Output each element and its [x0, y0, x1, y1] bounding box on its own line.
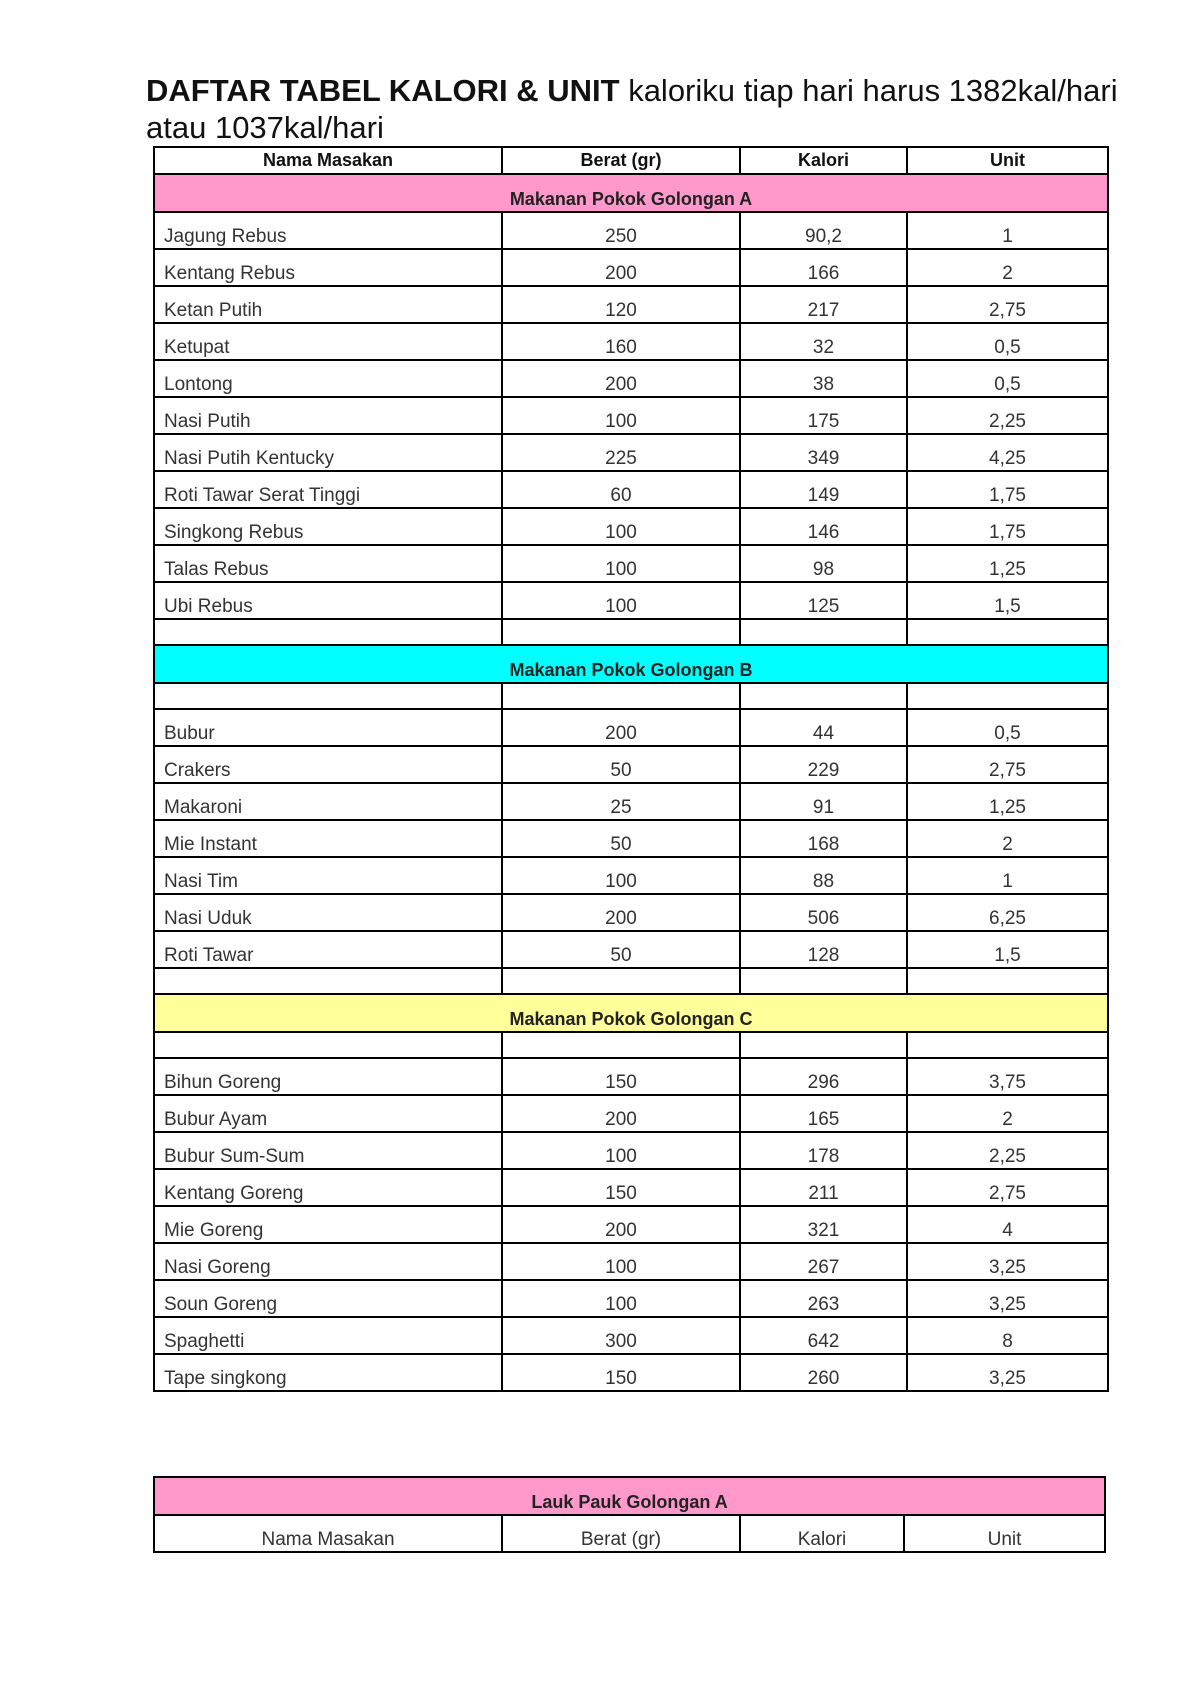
cell-calories: 166 — [740, 249, 907, 286]
cell-weight: 160 — [502, 323, 740, 360]
lauk-pauk-table-body — [154, 1477, 1105, 1552]
group-b-label: Makanan Pokok Golongan B — [154, 645, 1108, 683]
lauk-header-calories: Kalori — [740, 1515, 904, 1552]
table-row — [154, 286, 1108, 323]
cell-unit: 1 — [907, 857, 1108, 894]
cell-name: Crakers — [154, 746, 502, 783]
cell-calories: 175 — [740, 397, 907, 434]
cell-name: Mie Instant — [154, 820, 502, 857]
cell-unit: 2,75 — [907, 1169, 1108, 1206]
cell-unit: 0,5 — [907, 709, 1108, 746]
cell-calories: 168 — [740, 820, 907, 857]
cell-name: Mie Goreng — [154, 1206, 502, 1243]
table-row — [154, 1280, 1108, 1317]
table-row — [154, 360, 1108, 397]
cell-weight: 50 — [502, 931, 740, 968]
blank-row — [154, 683, 1108, 709]
table-row — [154, 582, 1108, 619]
cell-weight: 100 — [502, 545, 740, 582]
table-row — [154, 820, 1108, 857]
group-c-header — [154, 994, 1108, 1032]
cell-calories: 506 — [740, 894, 907, 931]
cell-calories: 88 — [740, 857, 907, 894]
table-row — [154, 783, 1108, 820]
lauk-header-name: Nama Masakan — [154, 1515, 502, 1552]
cell-name: Nasi Putih — [154, 397, 502, 434]
title-rest-part: kaloriku tiap hari harus 1382kal/hari atau 1037kal/hari — [146, 73, 1118, 145]
table-row — [154, 894, 1108, 931]
cell-unit: 3,75 — [907, 1058, 1108, 1095]
table-row — [154, 746, 1108, 783]
lauk-pauk-table — [153, 1476, 1106, 1553]
cell-name: Spaghetti — [154, 1317, 502, 1354]
table-row — [154, 1317, 1108, 1354]
cell-name: Ketupat — [154, 323, 502, 360]
cell-weight: 200 — [502, 360, 740, 397]
cell-name: Lontong — [154, 360, 502, 397]
cell-weight: 200 — [502, 894, 740, 931]
lauk-group-a-label: Lauk Pauk Golongan A — [154, 1477, 1105, 1515]
cell-name: Nasi Uduk — [154, 894, 502, 931]
cell-weight: 225 — [502, 434, 740, 471]
cell-weight: 150 — [502, 1354, 740, 1391]
cell-unit: 2,25 — [907, 1132, 1108, 1169]
cell-weight: 100 — [502, 1280, 740, 1317]
table-row — [154, 434, 1108, 471]
cell-calories: 38 — [740, 360, 907, 397]
lauk-group-a-header — [154, 1477, 1105, 1515]
cell-unit: 0,5 — [907, 360, 1108, 397]
cell-weight: 200 — [502, 249, 740, 286]
cell-weight: 60 — [502, 471, 740, 508]
header-weight: Berat (gr) — [502, 147, 740, 174]
cell-weight: 150 — [502, 1169, 740, 1206]
cell-name: Nasi Goreng — [154, 1243, 502, 1280]
cell-name: Makaroni — [154, 783, 502, 820]
cell-unit: 8 — [907, 1317, 1108, 1354]
table-row — [154, 545, 1108, 582]
cell-calories: 90,2 — [740, 212, 907, 249]
table-row — [154, 212, 1108, 249]
table-row — [154, 1058, 1108, 1095]
cell-unit: 1,75 — [907, 508, 1108, 545]
cell-calories: 125 — [740, 582, 907, 619]
cell-unit: 1,25 — [907, 545, 1108, 582]
cell-weight: 25 — [502, 783, 740, 820]
cell-weight: 250 — [502, 212, 740, 249]
cell-unit: 1,5 — [907, 931, 1108, 968]
document-title — [146, 72, 1146, 146]
cell-unit: 1,75 — [907, 471, 1108, 508]
group-a-header — [154, 174, 1108, 212]
cell-calories: 149 — [740, 471, 907, 508]
group-c-label: Makanan Pokok Golongan C — [154, 994, 1108, 1032]
cell-calories: 146 — [740, 508, 907, 545]
header-name: Nama Masakan — [154, 147, 502, 174]
cell-weight: 100 — [502, 1132, 740, 1169]
cell-unit: 1 — [907, 212, 1108, 249]
cell-weight: 50 — [502, 820, 740, 857]
lauk-header-unit: Unit — [904, 1515, 1105, 1552]
cell-unit: 6,25 — [907, 894, 1108, 931]
cell-unit: 3,25 — [907, 1243, 1108, 1280]
cell-name: Soun Goreng — [154, 1280, 502, 1317]
cell-weight: 200 — [502, 1095, 740, 1132]
header-calories: Kalori — [740, 147, 907, 174]
cell-calories: 98 — [740, 545, 907, 582]
cell-name: Bubur Ayam — [154, 1095, 502, 1132]
cell-name: Bubur Sum-Sum — [154, 1132, 502, 1169]
group-a-label: Makanan Pokok Golongan A — [154, 174, 1108, 212]
cell-calories: 91 — [740, 783, 907, 820]
cell-unit: 4,25 — [907, 434, 1108, 471]
cell-calories: 321 — [740, 1206, 907, 1243]
lauk-header-row — [154, 1515, 1105, 1552]
cell-weight: 100 — [502, 1243, 740, 1280]
blank-row — [154, 1032, 1108, 1058]
cell-unit: 2 — [907, 820, 1108, 857]
cell-name: Kentang Goreng — [154, 1169, 502, 1206]
cell-name: Singkong Rebus — [154, 508, 502, 545]
cell-unit: 1,25 — [907, 783, 1108, 820]
cell-weight: 100 — [502, 397, 740, 434]
cell-name: Bubur — [154, 709, 502, 746]
cell-unit: 3,25 — [907, 1280, 1108, 1317]
lauk-header-weight: Berat (gr) — [502, 1515, 740, 1552]
calorie-table-body — [154, 147, 1108, 1391]
table-row — [154, 1206, 1108, 1243]
cell-calories: 178 — [740, 1132, 907, 1169]
cell-unit: 2 — [907, 249, 1108, 286]
cell-name: Roti Tawar — [154, 931, 502, 968]
cell-weight: 100 — [502, 508, 740, 545]
cell-name: Bihun Goreng — [154, 1058, 502, 1095]
cell-calories: 642 — [740, 1317, 907, 1354]
group-b-header — [154, 645, 1108, 683]
title-bold-part: DAFTAR TABEL KALORI & UNIT — [146, 73, 620, 108]
table-row — [154, 709, 1108, 746]
table-row — [154, 397, 1108, 434]
table-row — [154, 1132, 1108, 1169]
cell-calories: 263 — [740, 1280, 907, 1317]
cell-unit: 3,25 — [907, 1354, 1108, 1391]
cell-calories: 211 — [740, 1169, 907, 1206]
blank-row — [154, 968, 1108, 994]
cell-unit: 0,5 — [907, 323, 1108, 360]
table-row — [154, 249, 1108, 286]
cell-name: Roti Tawar Serat Tinggi — [154, 471, 502, 508]
cell-calories: 44 — [740, 709, 907, 746]
cell-calories: 296 — [740, 1058, 907, 1095]
cell-name: Tape singkong — [154, 1354, 502, 1391]
cell-weight: 100 — [502, 582, 740, 619]
cell-unit: 1,5 — [907, 582, 1108, 619]
cell-calories: 165 — [740, 1095, 907, 1132]
cell-calories: 217 — [740, 286, 907, 323]
table-row — [154, 931, 1108, 968]
cell-calories: 32 — [740, 323, 907, 360]
cell-weight: 50 — [502, 746, 740, 783]
cell-name: Ketan Putih — [154, 286, 502, 323]
cell-weight: 100 — [502, 857, 740, 894]
table-row — [154, 1169, 1108, 1206]
cell-unit: 2,75 — [907, 286, 1108, 323]
cell-weight: 200 — [502, 709, 740, 746]
table-row — [154, 471, 1108, 508]
table-row — [154, 508, 1108, 545]
cell-calories: 349 — [740, 434, 907, 471]
cell-weight: 300 — [502, 1317, 740, 1354]
table-header-row — [154, 147, 1108, 174]
cell-weight: 150 — [502, 1058, 740, 1095]
cell-unit: 4 — [907, 1206, 1108, 1243]
table-row — [154, 1095, 1108, 1132]
table-row — [154, 1243, 1108, 1280]
table-row — [154, 1354, 1108, 1391]
cell-unit: 2,75 — [907, 746, 1108, 783]
cell-unit: 2 — [907, 1095, 1108, 1132]
cell-unit: 2,25 — [907, 397, 1108, 434]
cell-name: Jagung Rebus — [154, 212, 502, 249]
cell-calories: 229 — [740, 746, 907, 783]
cell-name: Talas Rebus — [154, 545, 502, 582]
calorie-table — [153, 146, 1109, 1392]
cell-name: Nasi Putih Kentucky — [154, 434, 502, 471]
table-row — [154, 323, 1108, 360]
table-row — [154, 857, 1108, 894]
cell-weight: 120 — [502, 286, 740, 323]
cell-calories: 128 — [740, 931, 907, 968]
blank-row — [154, 619, 1108, 645]
cell-calories: 260 — [740, 1354, 907, 1391]
cell-name: Ubi Rebus — [154, 582, 502, 619]
header-unit: Unit — [907, 147, 1108, 174]
cell-weight: 200 — [502, 1206, 740, 1243]
cell-name: Nasi Tim — [154, 857, 502, 894]
cell-name: Kentang Rebus — [154, 249, 502, 286]
cell-calories: 267 — [740, 1243, 907, 1280]
